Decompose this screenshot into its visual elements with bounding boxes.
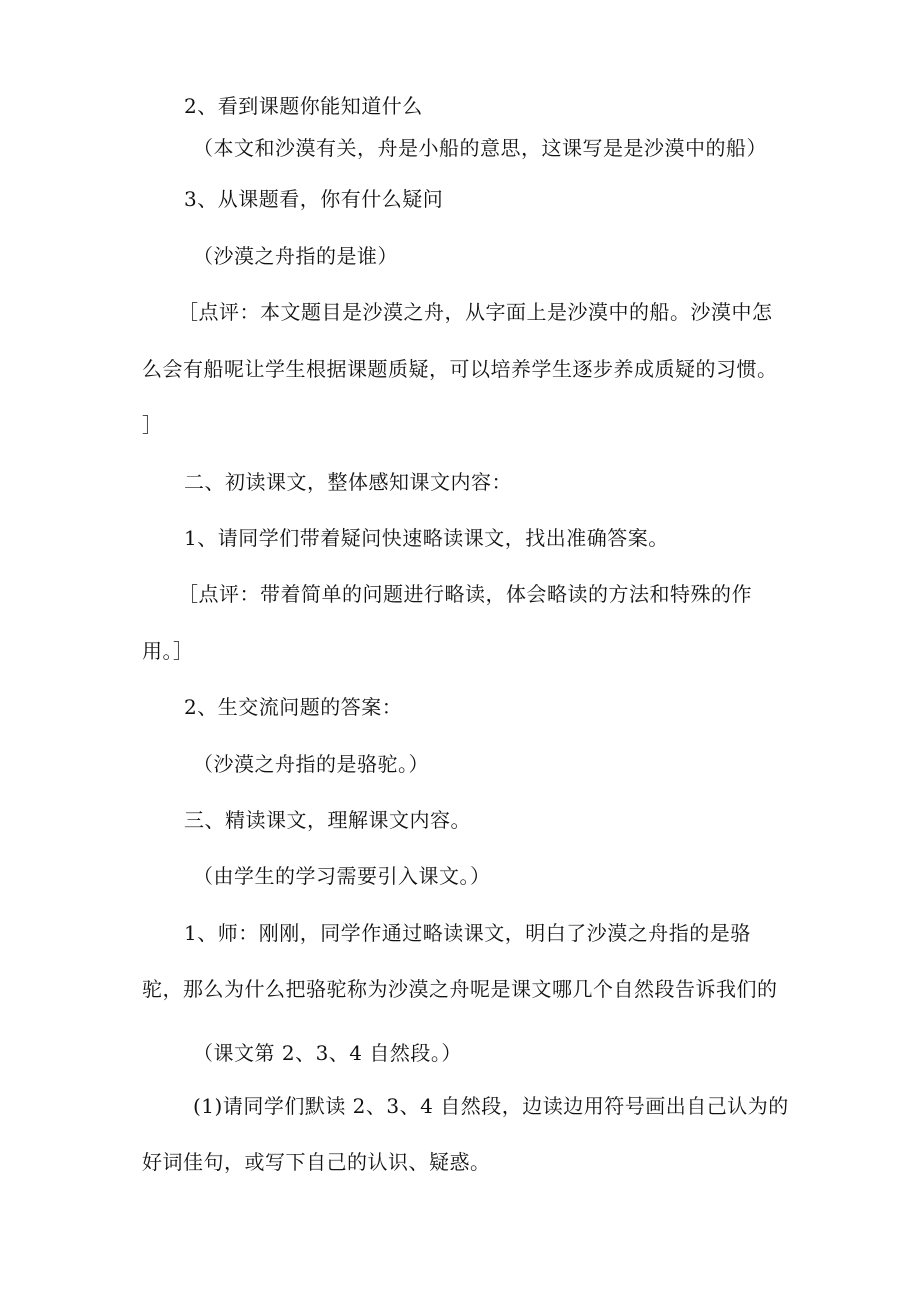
answer-3-text: （沙漠之舟指的是谁）: [193, 244, 398, 268]
sub-item-1-line-2: 好词佳句，或写下自己的认识、疑惑。: [142, 1150, 491, 1174]
section-2-item-1: 1、请同学们带着疑问快速略读课文，找出准确答案。: [184, 526, 669, 550]
section-2-item-2: 2、生交流问题的答案：: [184, 695, 403, 719]
comment-1-line-3: ］: [142, 413, 163, 437]
section-2-heading: 二、初读课文，整体感知课文内容：: [184, 470, 512, 494]
comment-1-line-2: 么会有船呢让学生根据课题质疑，可以培养学生逐步养成质疑的习惯。: [142, 357, 778, 381]
answer-2-text: （本文和沙漠有关，舟是小船的意思，这课写是是沙漠中的船）: [193, 136, 767, 160]
comment-2-line-2: 用。］: [142, 639, 194, 663]
comment-1-line-1: ［点评：本文题目是沙漠之舟，从字面上是沙漠中的船。沙漠中怎: [178, 300, 773, 324]
section-3-item-1-line-1: 1、师：刚刚，同学作通过略读课文，明白了沙漠之舟指的是骆: [184, 921, 751, 945]
question-3-heading: 3、从课题看，你有什么疑问: [184, 187, 444, 211]
question-2-heading: 2、看到课题你能知道什么: [184, 94, 423, 118]
section-3-item-1-line-2: 驼，那么为什么把骆驼称为沙漠之舟呢是课文哪几个自然段告诉我们的: [142, 977, 778, 1001]
section-3-note: （由学生的学习需要引入课文。）: [193, 864, 491, 888]
section-3-heading: 三、精读课文，理解课文内容。: [184, 808, 471, 832]
section-3-answer: （课文第 2、3、4 自然段。）: [193, 1041, 462, 1065]
sub-item-1-line-1: (1)请同学们默读 2、3、4 自然段，边读边用符号画出自己认为的: [193, 1094, 789, 1118]
comment-2-line-1: ［点评：带着简单的问题进行略读，体会略读的方法和特殊的作: [178, 582, 752, 606]
section-2-answer: （沙漠之舟指的是骆驼。）: [193, 752, 429, 776]
